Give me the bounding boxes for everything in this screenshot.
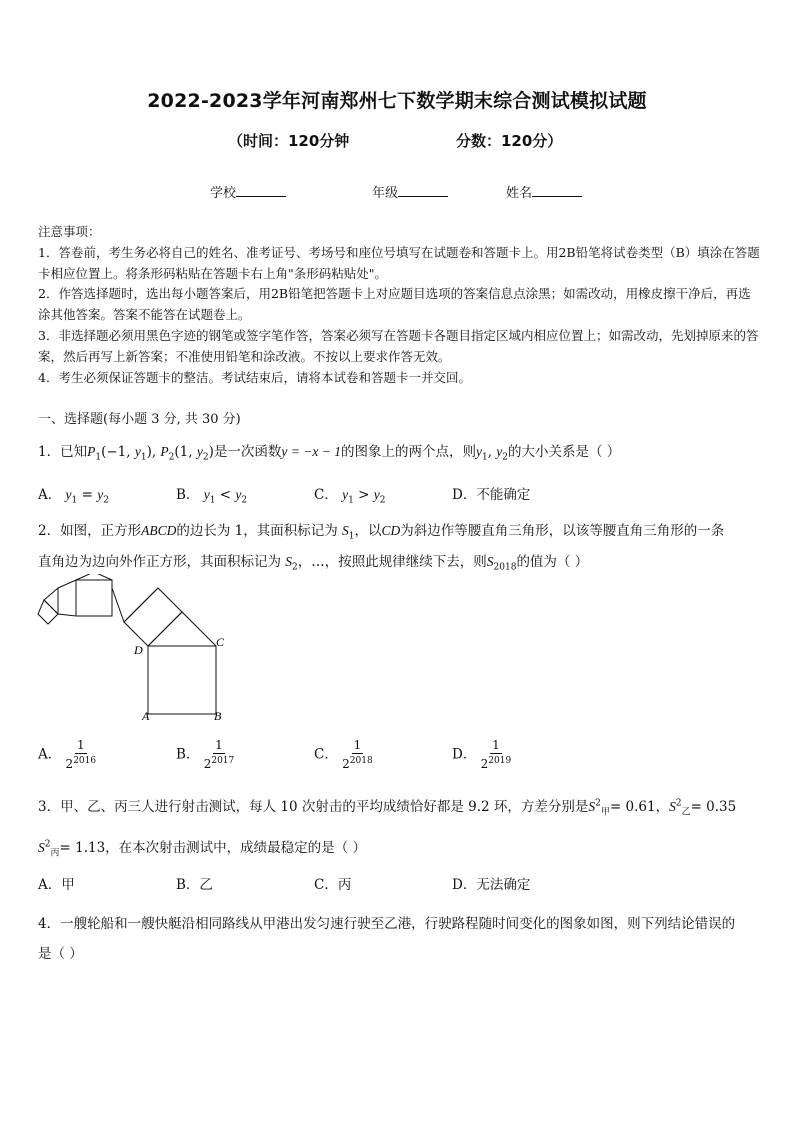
- label-d: D: [134, 643, 143, 657]
- q2-option-c[interactable]: C． $\frac{1}{2^{2018}}$: [314, 738, 373, 771]
- question-2-line-2: 直角边为边向外作正方形，其面积标记为 $S_2$，…，按照此规律继续下去，则$S_{2018}$的值为（ ）: [38, 554, 589, 573]
- notes-block: [38, 222, 760, 388]
- school-field: [210, 182, 286, 201]
- q1-option-c[interactable]: C． $y_1 > y_2$: [314, 487, 386, 506]
- q1-option-b[interactable]: B． $y_1 < y_2$: [176, 487, 248, 506]
- page-title: 2022-2023学年河南郑州七下数学期末综合测试模拟试题: [147, 90, 647, 112]
- triangle-4: [44, 588, 58, 614]
- question-3-line-1: 3．甲、乙、丙三人进行射击测试，每人 10 次射击的平均成绩恰好都是 9.2 环，方差分别是$S^2_甲= 0.61$，$S^2_乙= 0.35$: [38, 798, 737, 818]
- square-abcd: [148, 646, 216, 714]
- label-b: B: [214, 709, 222, 723]
- grade-field: [372, 182, 448, 201]
- exam-score: 分数：120分）: [456, 132, 563, 150]
- q1-option-a[interactable]: A． $y_1 = y_2$: [38, 487, 109, 506]
- notes-heading: 注意事项：: [38, 224, 101, 239]
- label-c: C: [216, 635, 225, 649]
- q3-option-b[interactable]: B．乙: [176, 877, 213, 893]
- square-2: [124, 588, 182, 646]
- label-a: A: [142, 709, 150, 723]
- square-diagram: [34, 574, 234, 724]
- triangle-1: [148, 612, 216, 646]
- question-1: 1．已知$P_1(-1$, $y_1$), $P_2(1$, $y_2$)是一次函数y = −x − 1的图象上的两个点，则$y_1$, $y_2$的大小关系是（ ）: [38, 444, 621, 463]
- q1-option-d[interactable]: D．不能确定: [452, 487, 531, 503]
- q3-option-c[interactable]: C．丙: [314, 877, 352, 893]
- square-4: [58, 580, 76, 616]
- triangle-2: [112, 588, 158, 622]
- question-4-line-2: 是（ ）: [38, 946, 83, 962]
- question-2-line-1: 2．如图，正方形ABCD的边长为 1，其面积标记为 $S_1$，以CD为斜边作等腰直角三角形，以该等腰直角三角形的一条: [38, 523, 725, 542]
- note-item: 4．考生必须保证答题卡的整洁。考试结束后，请将本试卷和答题卡一并交回。: [38, 369, 471, 385]
- square-5: [38, 600, 58, 624]
- square-3: [76, 580, 112, 616]
- note-item: 1．答卷前，考生务必将自己的姓名、准考证号、考场号和座位号填写在试题卷和答题卡上。用2B铅笔将试卷类型（B）填涂在答题卡相应位置上。将条形码粘贴在答题卡右上角"条形码粘贴处"。: [38, 244, 760, 281]
- question-4-line-1: 4．一艘轮船和一艘快艇沿相同路线从甲港出发匀速行驶至乙港，行驶路程随时间变化的图象如图，则下列结论错误的: [38, 916, 736, 932]
- triangle-3: [76, 574, 112, 580]
- section-heading: 一、选择题(每小题 3 分, 共 30 分): [38, 412, 241, 427]
- q2-option-a[interactable]: A． $\frac{1}{2^{2016}}$: [38, 738, 97, 771]
- name-label: 姓名: [506, 186, 533, 201]
- question-3-line-2: $S^2_丙= 1.13$，在本次射击测试中，成绩最稳定的是（ ）: [38, 839, 366, 859]
- exam-time: （时间：120分钟: [228, 132, 350, 150]
- note-item: 3．非选择题必须用黑色字迹的钢笔或签字笔作答，答案必须写在答题卡各题目指定区域内相应位置上；如需改动，先划掉原来的答案，然后再写上新答案；不准使用铅笔和涂改液。不按以上要求作答无效。: [38, 327, 759, 364]
- q2-option-b[interactable]: B． $\frac{1}{2^{2017}}$: [176, 738, 235, 771]
- note-item: 2．作答选择题时，选出每小题答案后，用2B铅笔把答题卡上对应题目选项的答案信息点涂黑；如需改动，用橡皮擦干净后，再选涂其他答案。答案不能答在试题卷上。: [38, 286, 751, 323]
- q2-option-d[interactable]: D． $\frac{1}{2^{2019}}$: [452, 738, 512, 771]
- grade-label: 年级: [372, 186, 399, 201]
- q3-option-d[interactable]: D．无法确定: [452, 877, 531, 893]
- name-field: [506, 182, 582, 201]
- school-label: 学校: [210, 186, 237, 201]
- q3-option-a[interactable]: A．甲: [38, 877, 75, 893]
